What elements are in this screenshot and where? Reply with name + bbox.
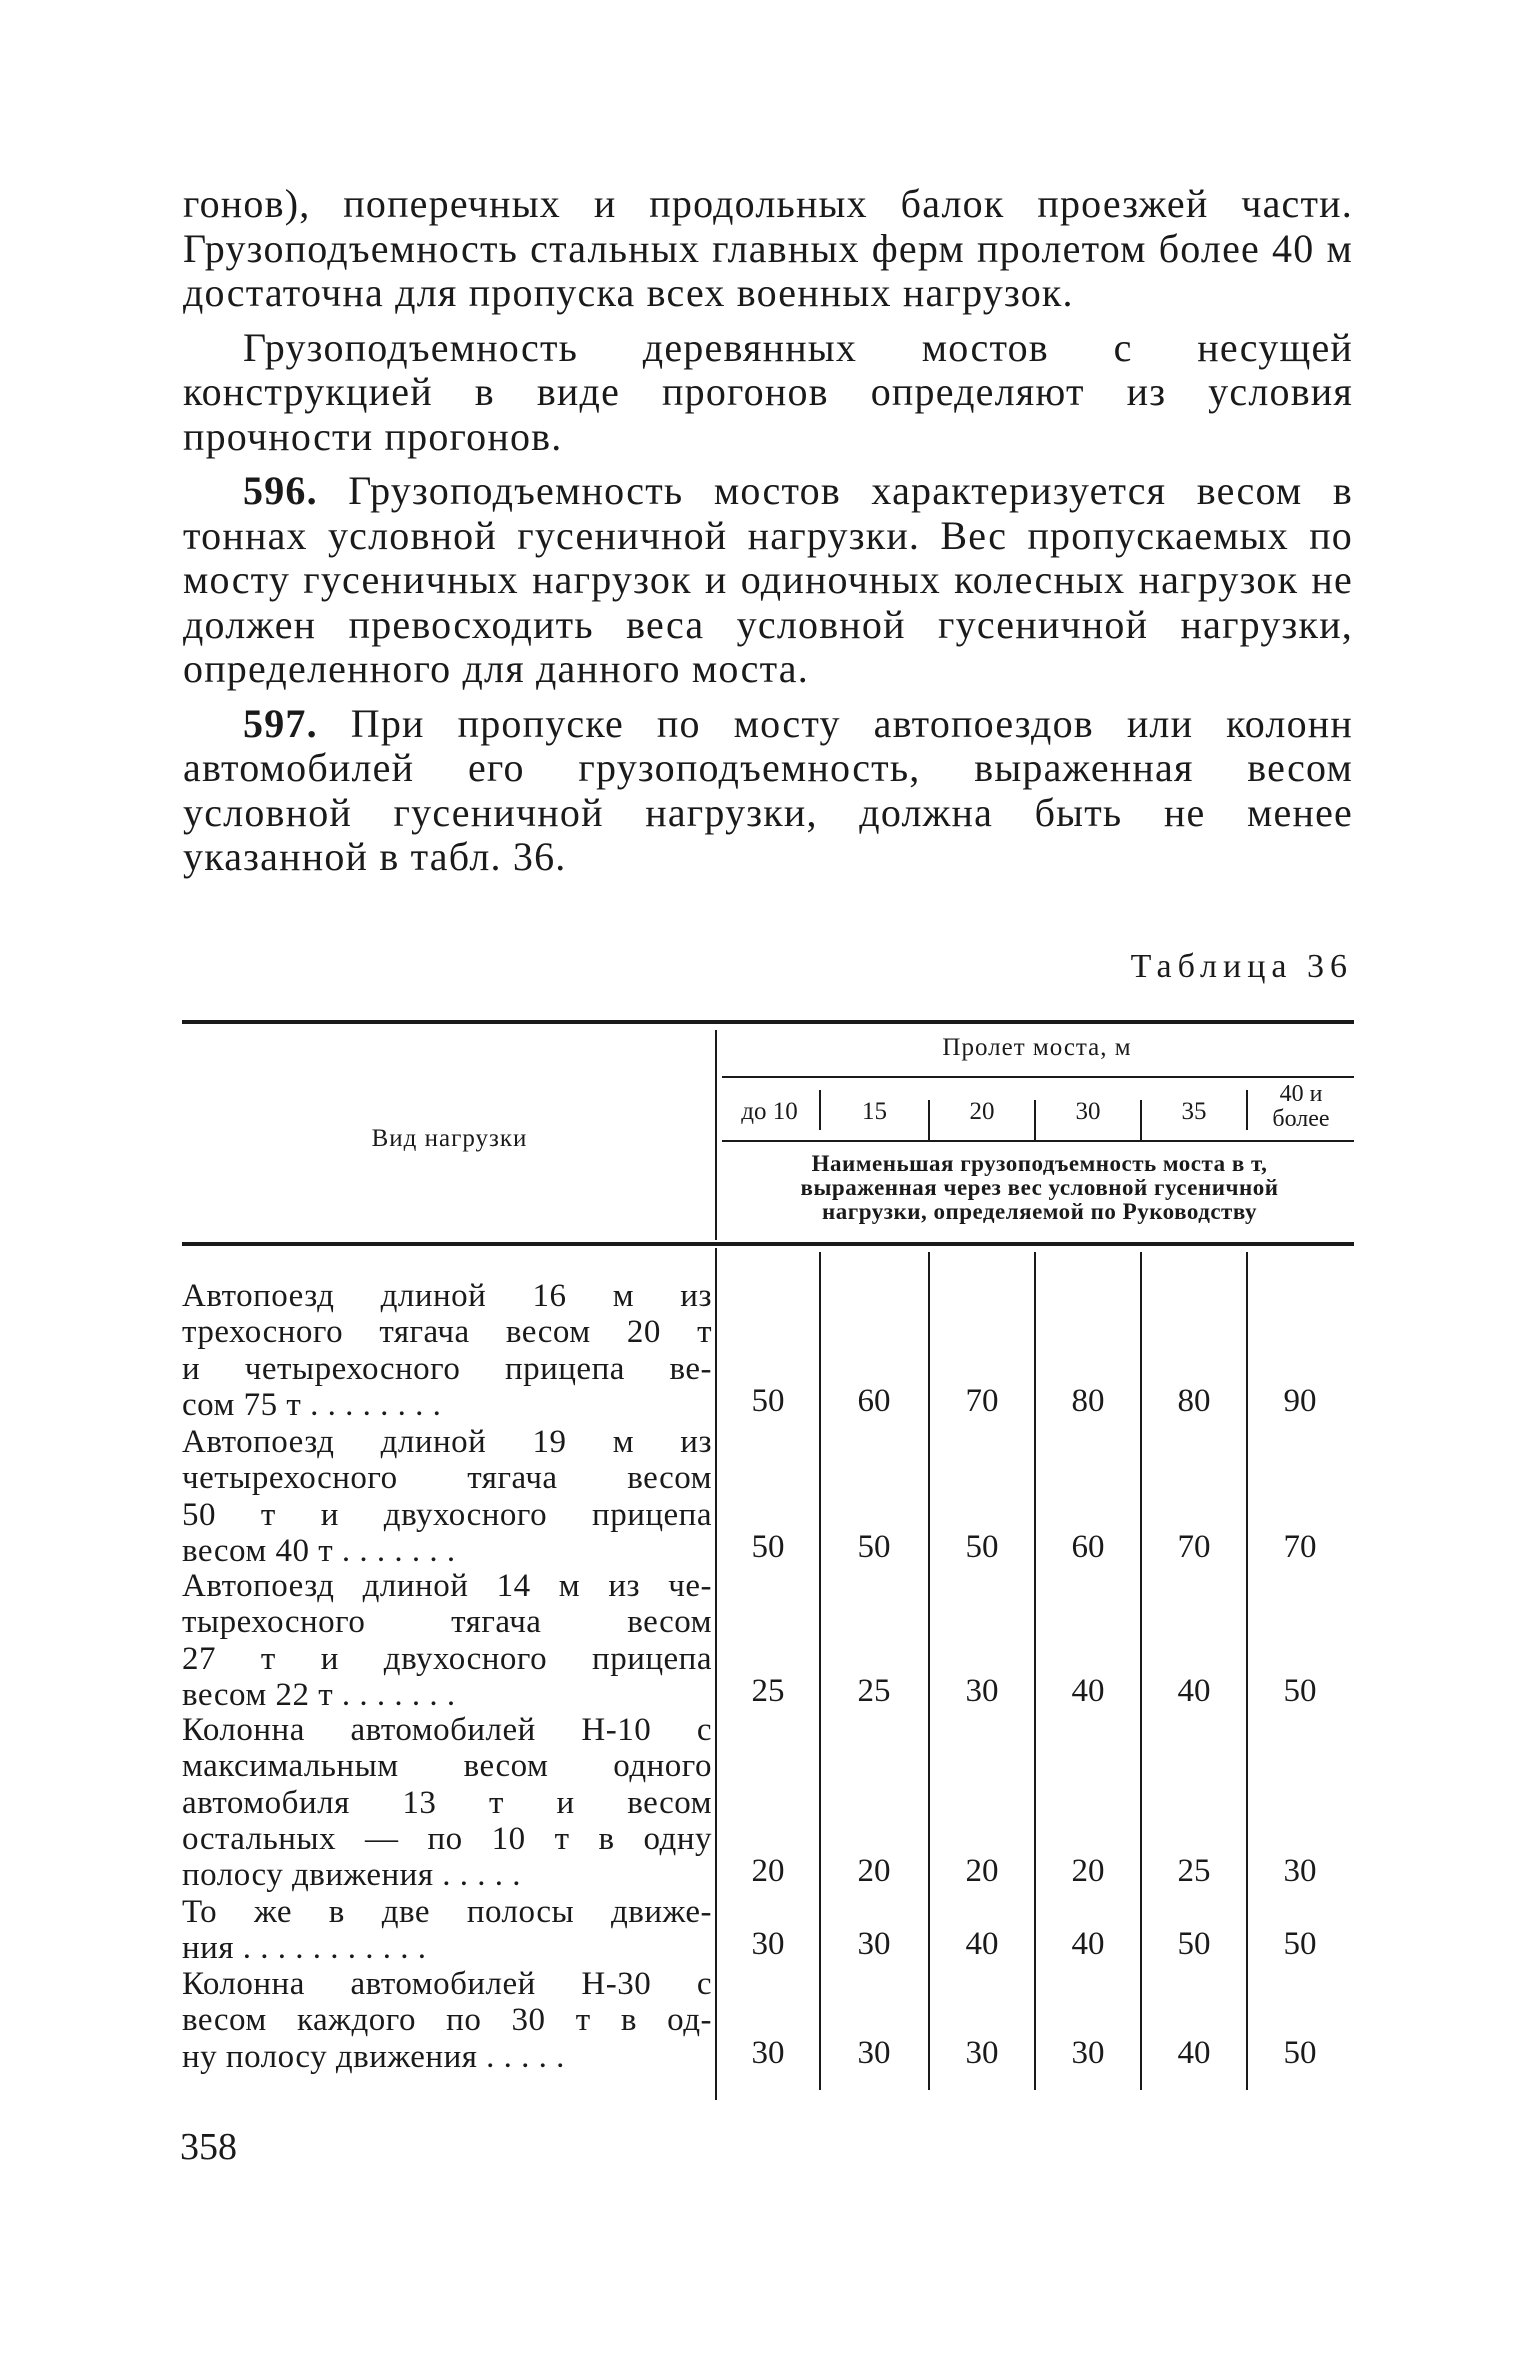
table-top-rule xyxy=(182,1020,1354,1024)
row-label-line: остальных — по 10 т в одну xyxy=(182,1820,712,1857)
table-cell: 80 xyxy=(1071,1382,1105,1419)
table-cell: 40 xyxy=(1071,1672,1105,1709)
header-bottom-rule xyxy=(182,1242,1354,1246)
table-cell: 50 xyxy=(1283,1926,1317,1963)
row-label xyxy=(182,1424,712,1569)
row-label-line: 50 т и двухосного прицепа xyxy=(182,1496,712,1533)
row-label xyxy=(182,1568,712,1713)
table-cell: 40 xyxy=(965,1926,999,1963)
row-label-line: сом 75 т . . . . . . . . xyxy=(182,1386,442,1423)
span-divider-1 xyxy=(819,1090,821,1130)
row-label xyxy=(182,1712,712,1893)
paragraph-597-text: При пропуске по мосту автопоездов или колонн автомобилей его грузоподъемность, выраженная весом условной гусеничной нагрузки, должна быть не менее указанной в табл. 36. xyxy=(183,700,1353,879)
table-caption: Таблица 36 xyxy=(1130,948,1353,985)
table-cell: 30 xyxy=(751,2034,785,2071)
body-divider-4 xyxy=(1140,1252,1142,2090)
table-cell: 30 xyxy=(1071,2034,1105,2071)
body-divider-1 xyxy=(819,1252,821,2090)
table-note-line2: выраженная через вес условной гусеничной xyxy=(800,1175,1279,1200)
table-cell: 20 xyxy=(751,1853,785,1890)
table-cell: 25 xyxy=(751,1672,785,1709)
table-cell: 50 xyxy=(1283,1672,1317,1709)
table-cell: 20 xyxy=(1071,1853,1105,1890)
load-table xyxy=(182,1020,1354,2100)
paragraph-1: гонов), поперечных и продольных балок проезжей части. Грузоподъемность стальных главных ферм пролетом более 40 м достаточна для пропуска всех военных нагрузок. xyxy=(183,181,1353,315)
paragraph-597 xyxy=(183,702,1353,880)
row-label-line: полосу движения . . . . . xyxy=(182,1857,522,1894)
row-label-line: весом 22 т . . . . . . . xyxy=(182,1676,456,1713)
row-label-line: четырехосного тягача весом xyxy=(182,1460,712,1497)
table-cell: 60 xyxy=(857,1382,891,1419)
span-header-6-line2: более xyxy=(1272,1106,1330,1132)
table-cell: 30 xyxy=(857,2034,891,2071)
table-cell: 30 xyxy=(965,2034,999,2071)
page-number: 358 xyxy=(180,2126,237,2168)
table-cell: 25 xyxy=(857,1672,891,1709)
row-label-line: ния . . . . . . . . . . . xyxy=(182,1930,427,1967)
table-cell: 60 xyxy=(1071,1528,1105,1565)
table-cell: 40 xyxy=(1071,1926,1105,1963)
table-cell: 30 xyxy=(751,1926,785,1963)
row-label-line: ну полосу движения . . . . . xyxy=(182,2038,565,2075)
table-note-line1: Наименьшая грузоподъемность моста в т, xyxy=(811,1151,1268,1176)
row-label-line: Автопоезд длиной 19 м из xyxy=(182,1424,712,1460)
table-cell: 20 xyxy=(965,1853,999,1890)
table-cell: 70 xyxy=(1283,1528,1317,1565)
table-cell: 80 xyxy=(1177,1382,1211,1419)
row-label-line: Автопоезд длиной 14 м из че- xyxy=(182,1568,712,1604)
span-header-5: 35 xyxy=(1181,1098,1207,1125)
row-label-line: Автопоезд длиной 16 м из xyxy=(182,1278,712,1314)
row-label xyxy=(182,1894,712,1967)
paragraph-596 xyxy=(183,469,1353,692)
row-label-line: тырехосного тягача весом xyxy=(182,1604,712,1641)
row-label-line: весом 40 т . . . . . . . xyxy=(182,1532,456,1569)
table-note-line3: нагрузки, определяемой по Руководству xyxy=(822,1199,1257,1224)
table-cell: 50 xyxy=(751,1382,785,1419)
column-header-load-type: Вид нагрузки xyxy=(371,1125,528,1152)
table-cell: 50 xyxy=(751,1528,785,1565)
table-cell: 40 xyxy=(1177,1672,1211,1709)
table-cell: 30 xyxy=(857,1926,891,1963)
row-label-line: То же в две полосы движе- xyxy=(182,1894,712,1930)
table-cell: 50 xyxy=(1177,1926,1211,1963)
section-number-596: 596. xyxy=(243,468,318,513)
span-header-3: 20 xyxy=(969,1098,995,1125)
span-values-rule xyxy=(722,1140,1354,1142)
table-cell: 50 xyxy=(1283,2034,1317,2071)
table-cell: 30 xyxy=(1283,1853,1317,1890)
table-cell: 70 xyxy=(965,1382,999,1419)
section-number-597: 597. xyxy=(243,700,318,746)
table-cell: 20 xyxy=(857,1853,891,1890)
row-label-line: трехосного тягача весом 20 т xyxy=(182,1314,712,1351)
table-cell: 90 xyxy=(1283,1382,1317,1419)
row-label-line: и четырехосного прицепа ве- xyxy=(182,1350,712,1387)
span-header-rule xyxy=(722,1076,1354,1078)
body-divider-3 xyxy=(1034,1252,1036,2090)
row-label xyxy=(182,1966,712,2075)
row-label-line: автомобиля 13 т и весом xyxy=(182,1784,712,1821)
table-note xyxy=(727,1152,1352,1224)
span-header-4: 30 xyxy=(1075,1098,1101,1125)
row-label-line: Колонна автомобилей Н-30 с xyxy=(182,1966,712,2002)
row-label-line: Колонна автомобилей Н-10 с xyxy=(182,1712,712,1748)
table-cell: 50 xyxy=(857,1528,891,1565)
row-label xyxy=(182,1278,712,1423)
body-text xyxy=(183,182,1353,890)
span-header-6 xyxy=(1248,1082,1354,1132)
span-header-6-line1: 40 и xyxy=(1279,1081,1323,1107)
table-cell: 70 xyxy=(1177,1528,1211,1565)
body-divider-0 xyxy=(715,1248,717,2100)
row-label-line: 27 т и двухосного прицепа xyxy=(182,1640,712,1677)
paragraph-596-text: Грузоподъемность мостов характеризуется весом в тоннах условной гусеничной нагрузки. Вес пропускаемых по мосту гусеничных нагрузок и одиночных колесных нагрузок не должен превосходить веса условной гусеничной нагрузки, определенного для данного моста. xyxy=(183,468,1353,691)
table-cell: 50 xyxy=(965,1528,999,1565)
column-header-span: Пролет моста, м xyxy=(942,1034,1132,1061)
span-header-2: 15 xyxy=(862,1098,887,1125)
body-divider-2 xyxy=(928,1252,930,2090)
paragraph-2: Грузоподъемность деревянных мостов с несущей конструкцией в виде прогонов определяют из условия прочности прогонов. xyxy=(183,324,1353,459)
body-divider-5 xyxy=(1246,1252,1248,2090)
row-label-line: весом каждого по 30 т в од- xyxy=(182,2002,712,2039)
row-label-line: максимальным весом одного xyxy=(182,1748,712,1785)
table-cell: 30 xyxy=(965,1672,999,1709)
span-header-1: до 10 xyxy=(741,1098,798,1125)
table-cell: 40 xyxy=(1177,2034,1211,2071)
table-cell: 25 xyxy=(1177,1853,1211,1890)
